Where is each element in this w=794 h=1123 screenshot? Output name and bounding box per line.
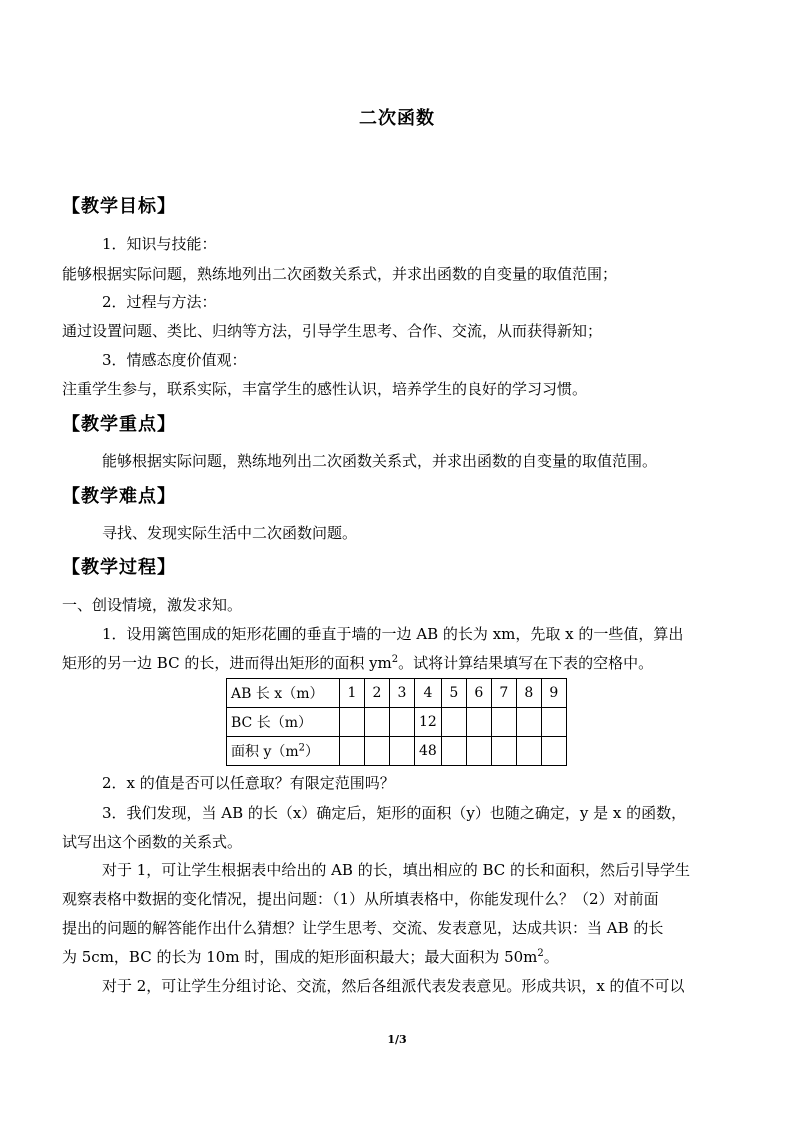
heading-process: 【教学过程】 (62, 557, 176, 578)
difficulties-text: 寻找、发现实际生活中二次函数问题。 (102, 524, 358, 542)
heading-objectives: 【教学目标】 (62, 196, 176, 217)
table-cell: 12 (415, 708, 442, 737)
table-cell (466, 737, 491, 766)
row-label-ab: AB 长 x（m） (227, 679, 340, 708)
table-cell: 4 (415, 679, 442, 708)
table-cell (365, 708, 390, 737)
discussion-1-line-4: 为 5cm，BC 的长为 10m 时，围成的矩形面积最大；最大面积为 $50m^2$。 (62, 948, 559, 966)
heading-keypoints: 【教学重点】 (62, 414, 176, 435)
question-2: 2．x 的值是否可以任意取？有限定范围吗？ (102, 774, 395, 792)
table-row (227, 737, 567, 766)
discussion-2-line-1: 对于 2，可让学生分组讨论、交流，然后各组派代表发表意见。形成共识，x 的值不可以 (102, 977, 685, 995)
table-cell: 8 (516, 679, 541, 708)
data-table (226, 678, 567, 766)
table-cell (516, 737, 541, 766)
table-cell: 9 (541, 679, 566, 708)
table-cell: 1 (340, 679, 365, 708)
table-cell (340, 708, 365, 737)
question-3-line-1: 3．我们发现，当 AB 的长（x）确定后，矩形的面积（y）也随之确定，y 是 x 的函数， (102, 804, 687, 822)
table-cell (441, 737, 466, 766)
table-cell (441, 708, 466, 737)
objective-1-label: 1．知识与技能： (102, 235, 217, 253)
table-cell: 7 (491, 679, 516, 708)
section-1-title: 一、创设情境，激发求知。 (62, 596, 243, 614)
problem-1-line-2: 矩形的另一边 BC 的长，进而得出矩形的面积 $ym^2$。试将计算结果填写在下表的空格中。 (62, 654, 654, 672)
table-cell (340, 737, 365, 766)
keypoints-text: 能够根据实际问题，熟练地列出二次函数关系式，并求出函数的自变量的取值范围。 (102, 452, 658, 470)
objective-3-label: 3．情感态度价值观： (102, 351, 247, 369)
discussion-1-line-3: 提出的问题的解答能作出什么猜想？让学生思考、交流、发表意见，达成共识：当 AB 的长 (62, 919, 664, 937)
problem-1-line-1: 1．设用篱笆围成的矩形花圃的垂直于墙的一边 AB 的长为 xm，先取 x 的一些值，算出 (102, 625, 684, 643)
table-cell: 3 (390, 679, 415, 708)
table-cell (541, 708, 566, 737)
table-row (227, 679, 567, 708)
objective-2-text: 通过设置问题、类比、归纳等方法，引导学生思考、合作、交流，从而获得新知； (62, 322, 603, 340)
question-3-line-2: 试写出这个函数的关系式。 (62, 833, 243, 851)
table-cell (390, 708, 415, 737)
page-number: 1/3 (387, 1033, 407, 1046)
table-cell (390, 737, 415, 766)
discussion-1-line-1: 对于 1，可让学生根据表中给出的 AB 的长，填出相应的 BC 的长和面积，然后引导学生 (102, 861, 691, 879)
row-label-bc: BC 长（m） (227, 708, 340, 737)
row-label-area: 面积 $y(m^2)$ (227, 737, 340, 766)
table-row (227, 708, 567, 737)
objective-3-text: 注重学生参与，联系实际，丰富学生的感性认识，培养学生的良好的学习习惯。 (62, 380, 588, 398)
table-cell: 5 (441, 679, 466, 708)
table-cell (491, 708, 516, 737)
table-cell: 2 (365, 679, 390, 708)
table-cell (516, 708, 541, 737)
table-cell (466, 708, 491, 737)
table-cell: 48 (415, 737, 442, 766)
table-cell (541, 737, 566, 766)
heading-difficulties: 【教学难点】 (62, 486, 176, 507)
objective-1-text: 能够根据实际问题，熟练地列出二次函数关系式，并求出函数的自变量的取值范围； (62, 265, 618, 283)
objective-2-label: 2．过程与方法： (102, 293, 217, 311)
page-title: 二次函数 (359, 108, 435, 129)
discussion-1-line-2: 观察表格中数据的变化情况，提出问题：（1）从所填表格中，你能发现什么？（2）对前面 (62, 890, 659, 908)
table-cell: 6 (466, 679, 491, 708)
table-cell (365, 737, 390, 766)
table-cell (491, 737, 516, 766)
